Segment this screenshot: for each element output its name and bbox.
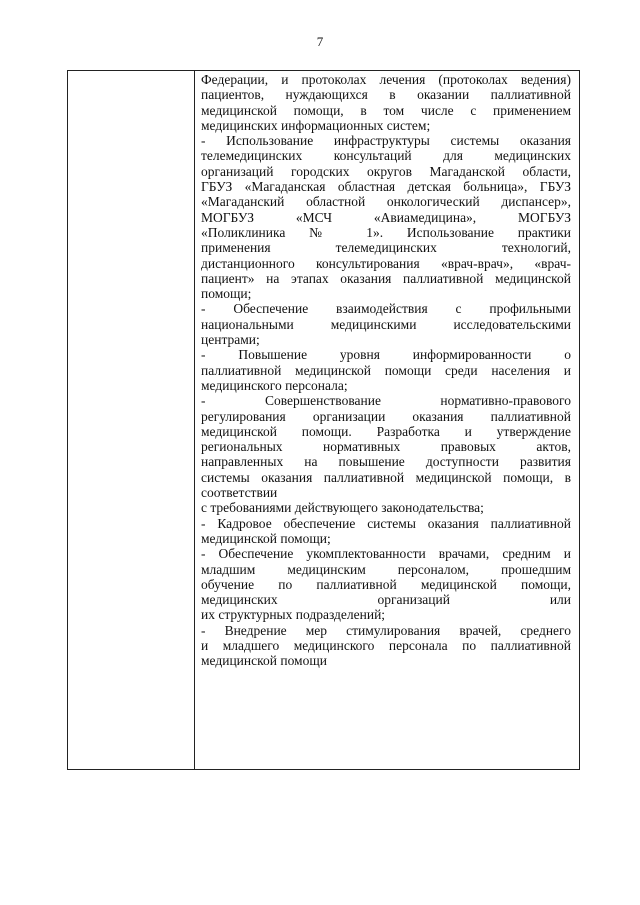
text-line: - Использование инфраструктуры системы оказания — [201, 133, 571, 149]
page-number: 7 — [316, 34, 324, 49]
document-table — [67, 70, 580, 770]
text-line: ГБУЗ «Магаданская областная детская больница», ГБУЗ — [201, 179, 571, 195]
text-line: медицинской помощи; — [201, 530, 331, 546]
text-line: «Магаданский областной онкологический диспансер», — [201, 194, 571, 210]
text-line: МОГБУЗ «МСЧ «Авиамедицина», МОГБУЗ — [201, 209, 571, 225]
paragraph — [201, 546, 571, 622]
text-line: соответствии — [201, 485, 278, 501]
text-line: системы оказания паллиативной медицинской помощи, в — [201, 469, 571, 485]
paragraph — [201, 301, 571, 347]
text-line: медицинской помощи — [201, 653, 327, 669]
text-line: с требованиями действующего законодательства; — [201, 500, 484, 516]
text-line: пациентов, нуждающихся в оказании паллиативной — [201, 87, 571, 103]
text-line: дистанционного консультирования «врач-врач», «врач- — [201, 255, 571, 271]
text-line: и младшего медицинского персонала по паллиативной — [201, 637, 571, 653]
text-line: регулирования организации оказания паллиативной — [201, 408, 571, 424]
text-line: организаций городских округов Магаданской области, — [201, 163, 571, 179]
cell-text — [201, 72, 571, 669]
text-line: паллиативной медицинской помощи среди населения и — [201, 362, 571, 378]
table-right-cell — [195, 71, 579, 769]
text-line: медицинского персонала; — [201, 377, 348, 393]
text-line: - Повышение уровня информированности о — [201, 347, 571, 363]
text-line: медицинских информационных систем; — [201, 117, 431, 133]
paragraph — [201, 347, 571, 393]
text-line: национальными медицинскими исследовательскими — [201, 316, 571, 332]
text-line: младшим медицинским персоналом, прошедшим — [201, 561, 571, 577]
text-line: региональных нормативных правовых актов, — [201, 439, 571, 455]
text-line: телемедицинских консультаций для медицинских — [201, 148, 571, 164]
paragraph — [201, 72, 571, 133]
paragraph — [201, 516, 571, 547]
table-left-cell — [68, 71, 195, 769]
text-line: их структурных подразделений; — [201, 607, 386, 623]
paragraph — [201, 133, 571, 301]
text-line: медицинских организаций или — [201, 592, 571, 608]
text-line: обучение по паллиативной медицинской помощи, — [201, 576, 571, 592]
text-line: пациент» на этапах оказания паллиативной медицинской — [201, 270, 571, 286]
text-line: медицинской помощи. Разработка и утверждение — [201, 423, 571, 439]
paragraph — [201, 623, 571, 669]
text-line: - Внедрение мер стимулирования врачей, среднего — [201, 622, 571, 638]
text-line: - Кадровое обеспечение системы оказания паллиативной — [201, 515, 571, 531]
text-line: помощи; — [201, 286, 252, 302]
text-line: применения телемедицинских технологий, — [201, 240, 571, 256]
paragraph — [201, 393, 571, 515]
text-line: центрами; — [201, 332, 260, 348]
text-line: направленных на повышение доступности развития — [201, 454, 571, 470]
text-line: Федерации, и протоколах лечения (протоколах ведения) — [201, 72, 571, 87]
text-line: - Совершенствование нормативно-правового — [201, 393, 571, 409]
text-line: «Поликлиника № 1». Использование практики — [201, 224, 571, 240]
text-line: медицинской помощи, в том числе с применением — [201, 102, 571, 118]
text-line: - Обеспечение взаимодействия с профильными — [201, 301, 571, 317]
text-line: - Обеспечение укомплектованности врачами, средним и — [201, 546, 571, 562]
